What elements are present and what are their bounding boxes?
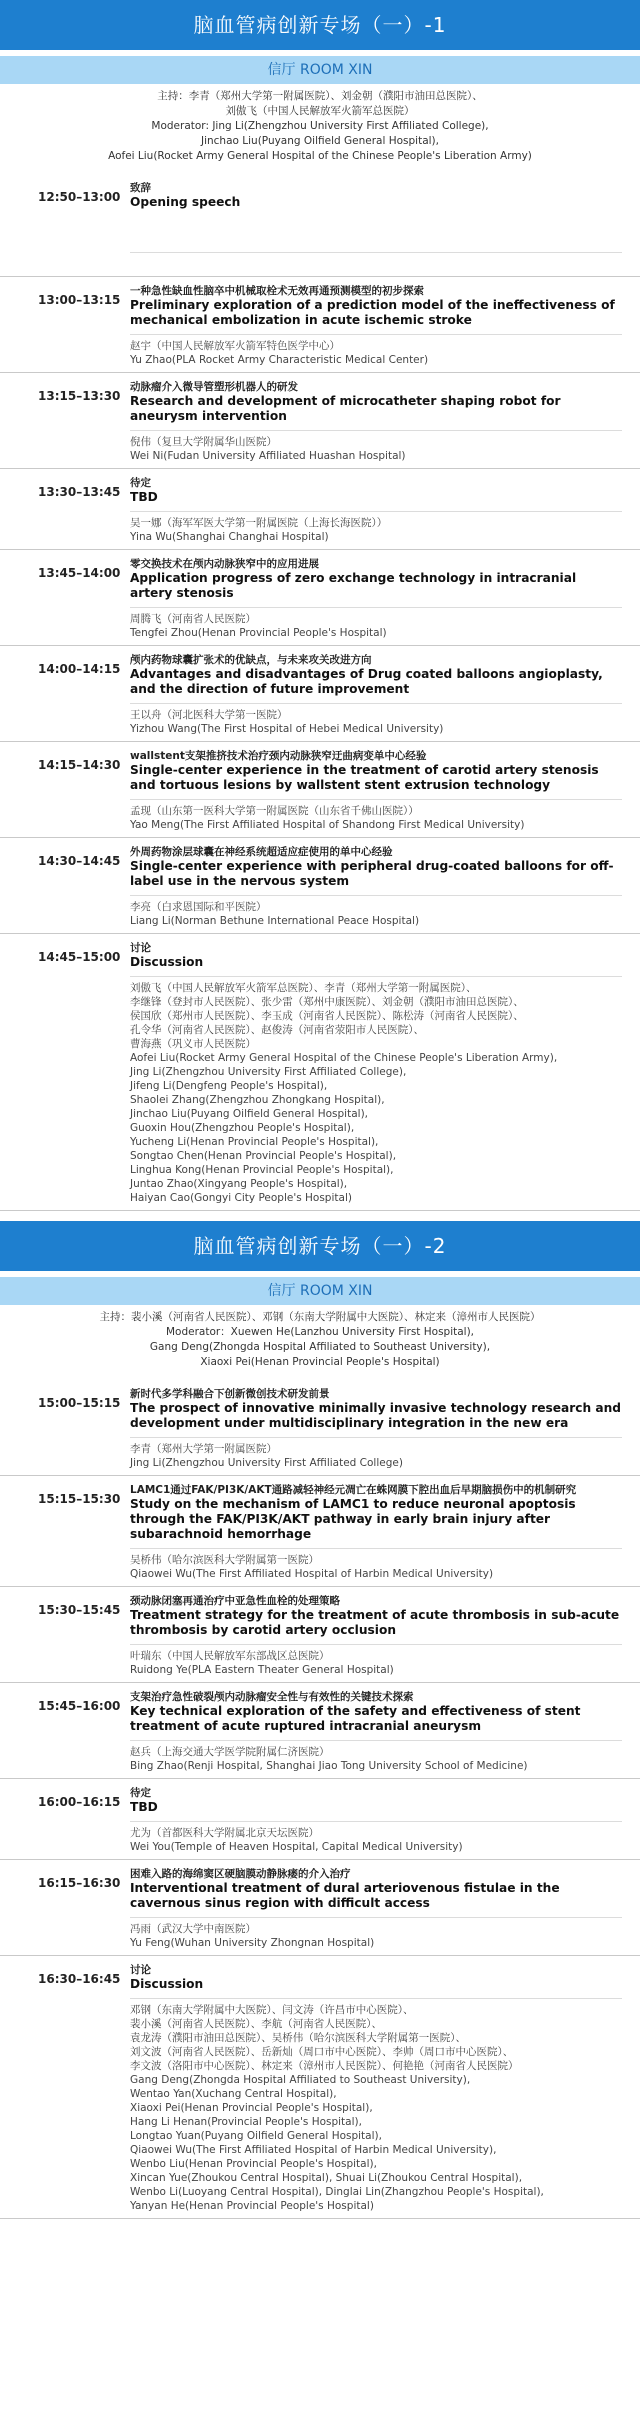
panelist-line: Xincan Yue(Zhoukou Central Hospital), Shuai Li(Zhoukou Central Hospital), bbox=[130, 2172, 523, 2184]
talk-title-cn: 待定 bbox=[130, 1787, 151, 1799]
spacer bbox=[0, 1370, 640, 1380]
slot-body bbox=[130, 1483, 622, 1581]
moderator-line: 刘傲飞（中国人民解放军火箭军总医院） bbox=[225, 105, 415, 117]
discussion-title-en: Discussion bbox=[130, 1977, 204, 1991]
speaker-en: Wei Ni(Fudan University Affiliated Huashan Hospital) bbox=[130, 450, 406, 462]
session-title: 脑血管病创新专场（一）-1 bbox=[0, 0, 640, 50]
talk-title-en: Study on the mechanism of LAMC1 to reduce neuronal apoptosis through the FAK/PI3K/AKT pathway in early brain injury after subarachnoid hemorrhage bbox=[130, 1497, 576, 1541]
spacer bbox=[0, 1211, 640, 1221]
divider bbox=[130, 252, 622, 253]
room-label: 信厅 ROOM XIN bbox=[0, 1277, 640, 1305]
talk-title-cn: LAMC1通过FAK/PI3K/AKT通路减轻神经元凋亡在蛛网膜下腔出血后早期脑损伤中的机制研究 bbox=[130, 1484, 577, 1496]
speaker-en: Qiaowei Wu(The First Affiliated Hospital of Harbin Medical University) bbox=[130, 1568, 494, 1580]
session-title: 脑血管病创新专场（一）-2 bbox=[0, 1221, 640, 1271]
talk-title-cn: 零交换技术在颅内动脉狭窄中的应用进展 bbox=[130, 558, 319, 570]
talk-title-en: Preliminary exploration of a prediction model of the ineffectiveness of mechanical embolization in acute ischemic stroke bbox=[130, 298, 615, 327]
panelist-line: 刘傲飞（中国人民解放军火箭军总医院）、李青（郑州大学第一附属医院）、 bbox=[130, 982, 477, 994]
speaker-cn: 冯雨（武汉大学中南医院） bbox=[130, 1923, 256, 1935]
speaker-en: Ruidong Ye(PLA Eastern Theater General Hospital) bbox=[130, 1664, 394, 1676]
panelist-line: Shaolei Zhang(Zhengzhou Zhongkang Hospital), bbox=[130, 1094, 385, 1106]
divider bbox=[130, 1917, 622, 1918]
speaker-cn: 王以舟（河北医科大学第一医院） bbox=[130, 709, 288, 721]
speaker-en: Yu Zhao(PLA Rocket Army Characteristic Medical Center) bbox=[130, 354, 429, 366]
panelist-line: Xiaoxi Pei(Henan Provincial People's Hospital), bbox=[130, 2102, 373, 2114]
moderator-line: Xiaoxi Pei(Henan Provincial People's Hospital) bbox=[200, 1356, 440, 1368]
slot-time: 15:45–16:00 bbox=[38, 1699, 121, 1713]
moderator-line: Gang Deng(Zhongda Hospital Affiliated to Southeast University), bbox=[149, 1341, 491, 1353]
slot-time: 13:45–14:00 bbox=[38, 566, 121, 580]
divider bbox=[130, 895, 622, 896]
slot-time: 15:00–15:15 bbox=[38, 1396, 121, 1410]
panelist-line: 裴小溪（河南省人民医院）、李航（河南省人民医院）、 bbox=[130, 2018, 382, 2030]
slot-time: 14:15–14:30 bbox=[38, 758, 121, 772]
schedule-row bbox=[0, 1476, 640, 1587]
talk-title-en: Single-center experience in the treatment of carotid artery stenosis and tortuous lesions by wallstent stent extrusion technology bbox=[130, 763, 599, 792]
panelist-line: 刘文波（河南省人民医院）、岳新灿（周口市中心医院）、李帅（周口市中心医院）、 bbox=[130, 2046, 514, 2058]
speaker-cn: 赵兵（上海交通大学医学院附属仁济医院） bbox=[130, 1746, 330, 1758]
speaker-en: Jing Li(Zhengzhou University First Affiliated College) bbox=[130, 1457, 403, 1469]
schedule-row bbox=[0, 469, 640, 550]
divider bbox=[130, 607, 622, 608]
schedule-row bbox=[0, 373, 640, 469]
divider bbox=[130, 1821, 622, 1822]
spacer bbox=[0, 164, 640, 174]
talk-title-en: Interventional treatment of dural arteriovenous fistulae in the cavernous sinus region with difficult access bbox=[130, 1881, 560, 1910]
slot-body bbox=[130, 1786, 622, 1854]
speaker-cn: 赵宇（中国人民解放军火箭军特色医学中心） bbox=[130, 340, 340, 352]
slot-body bbox=[130, 941, 622, 1205]
speaker-cn: 周腾飞（河南省人民医院） bbox=[130, 613, 256, 625]
panelist-line: 邓钢（东南大学附属中大医院）、闫文涛（许昌市中心医院）、 bbox=[130, 2004, 414, 2016]
speaker-en: Yina Wu(Shanghai Changhai Hospital) bbox=[130, 531, 329, 543]
schedule-row bbox=[0, 1779, 640, 1860]
schedule-row bbox=[0, 277, 640, 373]
slot-time: 13:15–13:30 bbox=[38, 389, 121, 403]
talk-title-en: Treatment strategy for the treatment of acute thrombosis in sub-acute thrombosis by carotid artery occlusion bbox=[130, 1608, 620, 1637]
speaker-en: Yu Feng(Wuhan University Zhongnan Hospital) bbox=[130, 1937, 375, 1949]
moderator-line: Moderator: Jing Li(Zhengzhou University First Affiliated College), bbox=[151, 120, 489, 132]
slot-time: 12:50–13:00 bbox=[38, 190, 121, 204]
divider bbox=[130, 430, 622, 431]
talk-title-cn: wallstent支架推挤技术治疗颈内动脉狭窄迂曲病变单中心经验 bbox=[130, 750, 427, 762]
slot-body bbox=[130, 1594, 622, 1677]
speaker-en: Yizhou Wang(The First Hospital of Hebei Medical University) bbox=[130, 723, 444, 735]
talk-title-cn: 支架治疗急性破裂颅内动脉瘤安全性与有效性的关键技术探索 bbox=[130, 1691, 414, 1703]
talk-title-cn: 颅内药物球囊扩张术的优缺点，与未来攻关改进方向 bbox=[130, 654, 372, 666]
panelist-line: 曹海燕（巩义市人民医院） bbox=[130, 1038, 256, 1050]
empty-space bbox=[130, 210, 622, 246]
speaker-cn: 倪伟（复旦大学附属华山医院） bbox=[130, 436, 277, 448]
slot-time: 15:15–15:30 bbox=[38, 1492, 121, 1506]
schedule-row bbox=[0, 550, 640, 646]
panelist-line: Jing Li(Zhengzhou University First Affiliated College), bbox=[130, 1066, 407, 1078]
slot-time: 16:00–16:15 bbox=[38, 1795, 121, 1809]
speaker-cn: 尤为（首都医科大学附属北京天坛医院） bbox=[130, 1827, 319, 1839]
panelist-line: Haiyan Cao(Gongyi City People's Hospital) bbox=[130, 1192, 352, 1204]
slot-time: 13:30–13:45 bbox=[38, 485, 121, 499]
talk-title-en: Application progress of zero exchange technology in intracranial artery stenosis bbox=[130, 571, 577, 600]
room-label: 信厅 ROOM XIN bbox=[0, 56, 640, 84]
slot-time: 16:30–16:45 bbox=[38, 1972, 121, 1986]
panelist-line: Yanyan He(Henan Provincial People's Hospital) bbox=[130, 2200, 374, 2212]
slot-body bbox=[130, 653, 622, 736]
divider bbox=[130, 511, 622, 512]
slot-time: 16:15–16:30 bbox=[38, 1876, 121, 1890]
panelist-line: Juntao Zhao(Xingyang People's Hospital), bbox=[130, 1178, 348, 1190]
talk-title-en: Research and development of microcatheter shaping robot for aneurysm intervention bbox=[130, 394, 561, 423]
slot-body bbox=[130, 749, 622, 832]
panelist-line: Yucheng Li(Henan Provincial People's Hospital), bbox=[130, 1136, 379, 1148]
panelist-line: 李文波（洛阳市中心医院）、林定来（漳州市人民医院）、何艳艳（河南省人民医院） bbox=[130, 2060, 519, 2072]
talk-title-cn: 外周药物涂层球囊在神经系统超适应症使用的单中心经验 bbox=[130, 846, 393, 858]
slot-time: 13:00–13:15 bbox=[38, 293, 121, 307]
slot-body bbox=[130, 380, 622, 463]
talk-title-en: Key technical exploration of the safety and effectiveness of stent treatment of acute ruptured intracranial aneurysm bbox=[130, 1704, 581, 1733]
talk-title-cn: 困难入路的海绵窦区硬脑膜动静脉瘘的介入治疗 bbox=[130, 1868, 351, 1880]
talk-title-cn: 致辞 bbox=[130, 182, 151, 194]
panelist-line: Wenbo Li(Luoyang Central Hospital), Dinglai Lin(Zhangzhou People's Hospital), bbox=[130, 2186, 544, 2198]
slot-time: 15:30–15:45 bbox=[38, 1603, 121, 1617]
talk-title-en: Advantages and disadvantages of Drug coated balloons angioplasty, and the direction of future improvement bbox=[130, 667, 603, 696]
divider bbox=[130, 1998, 622, 1999]
moderator-line: 主持：李青（郑州大学第一附属医院）、刘金朝（濮阳市油田总医院）、 bbox=[157, 90, 483, 102]
moderator-line: Jinchao Liu(Puyang Oilfield General Hospital), bbox=[200, 135, 439, 147]
slot-body bbox=[130, 557, 622, 640]
speaker-cn: 李亮（白求恩国际和平医院） bbox=[130, 901, 267, 913]
discussion-title-en: Discussion bbox=[130, 955, 204, 969]
talk-title-cn: 新时代多学科融合下创新微创技术研发前景 bbox=[130, 1388, 330, 1400]
talk-title-en: TBD bbox=[130, 490, 158, 504]
panelist-line: Wenbo Liu(Henan Provincial People's Hospital), bbox=[130, 2158, 377, 2170]
panelist-line: 李继锋（登封市人民医院）、张少雷（郑州中康医院）、刘金朝（濮阳市油田总医院）、 bbox=[130, 996, 524, 1008]
slot-body bbox=[130, 284, 622, 367]
speaker-en: Bing Zhao(Renji Hospital, Shanghai Jiao Tong University School of Medicine) bbox=[130, 1760, 528, 1772]
speaker-cn: 叶瑞东（中国人民解放军东部战区总医院） bbox=[130, 1650, 330, 1662]
panelist-line: Longtao Yuan(Puyang Oilfield General Hospital), bbox=[130, 2130, 382, 2142]
moderators bbox=[0, 89, 640, 164]
panelist-line: Songtao Chen(Henan Provincial People's Hospital), bbox=[130, 1150, 397, 1162]
schedule-row bbox=[0, 646, 640, 742]
panelist-line: 袁龙涛（濮阳市油田总医院）、吴桥伟（哈尔滨医科大学附属第一医院）、 bbox=[130, 2032, 466, 2044]
moderator-line: 主持：裴小溪（河南省人民医院）、邓钢（东南大学附属中大医院）、林定来（漳州市人民医院） bbox=[99, 1311, 541, 1323]
divider bbox=[130, 1437, 622, 1438]
slot-body bbox=[130, 476, 622, 544]
slot-time: 14:30–14:45 bbox=[38, 854, 121, 868]
slot-body bbox=[130, 1690, 622, 1773]
panelist-line: Wentao Yan(Xuchang Central Hospital), bbox=[130, 2088, 337, 2100]
divider bbox=[130, 799, 622, 800]
session-block bbox=[0, 1221, 640, 2229]
schedule-row bbox=[0, 1683, 640, 1779]
panelist-line: 孔令华（河南省人民医院）、赵俊涛（河南省荥阳市人民医院）、 bbox=[130, 1024, 424, 1036]
slot-time: 14:00–14:15 bbox=[38, 662, 121, 676]
talk-title-cn: 待定 bbox=[130, 477, 151, 489]
discussion-row bbox=[0, 934, 640, 1211]
slot-body bbox=[130, 1963, 622, 2213]
panelist-line: Aofei Liu(Rocket Army General Hospital of the Chinese People's Liberation Army), bbox=[130, 1052, 558, 1064]
speaker-en: Liang Li(Norman Bethune International Peace Hospital) bbox=[130, 915, 420, 927]
speaker-en: Tengfei Zhou(Henan Provincial People's Hospital) bbox=[130, 627, 387, 639]
speaker-cn: 吴一娜（海军军医大学第一附属医院（上海长海医院）） bbox=[130, 517, 388, 529]
slot-time: 14:45–15:00 bbox=[38, 950, 121, 964]
schedule-row bbox=[0, 1860, 640, 1956]
talk-title-en: Single-center experience with peripheral drug-coated balloons for off-label use in the nervous system bbox=[130, 859, 614, 888]
panelist-line: 侯国欣（郑州市人民医院）、李玉成（河南省人民医院）、陈松涛（河南省人民医院）、 bbox=[130, 1010, 524, 1022]
panelist-line: Jinchao Liu(Puyang Oilfield General Hospital), bbox=[130, 1108, 369, 1120]
slot-body bbox=[130, 181, 622, 271]
panelist-line: Gang Deng(Zhongda Hospital Affiliated to Southeast University), bbox=[130, 2074, 471, 2086]
panelist-line: Qiaowei Wu(The First Affiliated Hospital of Harbin Medical University), bbox=[130, 2144, 497, 2156]
talk-title-cn: 一种急性缺血性脑卒中机械取栓术无效再通预测模型的初步探索 bbox=[130, 285, 424, 297]
panelist-line: Hang Li Henan(Provincial People's Hospital), bbox=[130, 2116, 362, 2128]
panelist-line: Jifeng Li(Dengfeng People's Hospital), bbox=[130, 1080, 328, 1092]
talk-title-en: TBD bbox=[130, 1800, 158, 1814]
slot-body bbox=[130, 845, 622, 928]
moderator-line: Moderator：Xuewen He(Lanzhou University First Hospital), bbox=[165, 1326, 475, 1338]
speaker-cn: 吴桥伟（哈尔滨医科大学附属第一医院） bbox=[130, 1554, 319, 1566]
talk-title-cn: 动脉瘤介入微导管塑形机器人的研发 bbox=[130, 381, 298, 393]
schedule-row bbox=[0, 838, 640, 934]
divider bbox=[130, 1740, 622, 1741]
moderator-line: Aofei Liu(Rocket Army General Hospital of the Chinese People's Liberation Army) bbox=[108, 150, 532, 162]
schedule-row bbox=[0, 742, 640, 838]
schedule-row bbox=[0, 174, 640, 277]
talk-title-en: Opening speech bbox=[130, 195, 241, 209]
discussion-title-cn: 讨论 bbox=[130, 942, 151, 954]
discussion-title-cn: 讨论 bbox=[130, 1964, 151, 1976]
slot-body bbox=[130, 1387, 622, 1470]
divider bbox=[130, 1644, 622, 1645]
divider bbox=[130, 1548, 622, 1549]
speaker-en: Wei You(Temple of Heaven Hospital, Capital Medical University) bbox=[130, 1841, 463, 1853]
discussion-row bbox=[0, 1956, 640, 2219]
divider bbox=[130, 703, 622, 704]
moderators bbox=[0, 1310, 640, 1370]
divider bbox=[130, 334, 622, 335]
spacer bbox=[0, 2219, 640, 2229]
panelist-line: Guoxin Hou(Zhengzhou People's Hospital), bbox=[130, 1122, 355, 1134]
speaker-cn: 孟现（山东第一医科大学第一附属医院（山东省千佛山医院）） bbox=[130, 805, 419, 817]
talk-title-en: The prospect of innovative minimally invasive technology research and development under multidisciplinary integration in the new era bbox=[130, 1401, 621, 1430]
panelist-line: Linghua Kong(Henan Provincial People's Hospital), bbox=[130, 1164, 394, 1176]
slot-body bbox=[130, 1867, 622, 1950]
schedule-row bbox=[0, 1380, 640, 1476]
empty-space bbox=[130, 257, 622, 271]
divider bbox=[130, 976, 622, 977]
schedule-row bbox=[0, 1587, 640, 1683]
speaker-en: Yao Meng(The First Affiliated Hospital of Shandong First Medical University) bbox=[130, 819, 525, 831]
talk-title-cn: 颈动脉闭塞再通治疗中亚急性血栓的处理策略 bbox=[130, 1595, 340, 1607]
speaker-cn: 李青（郑州大学第一附属医院） bbox=[130, 1443, 277, 1455]
